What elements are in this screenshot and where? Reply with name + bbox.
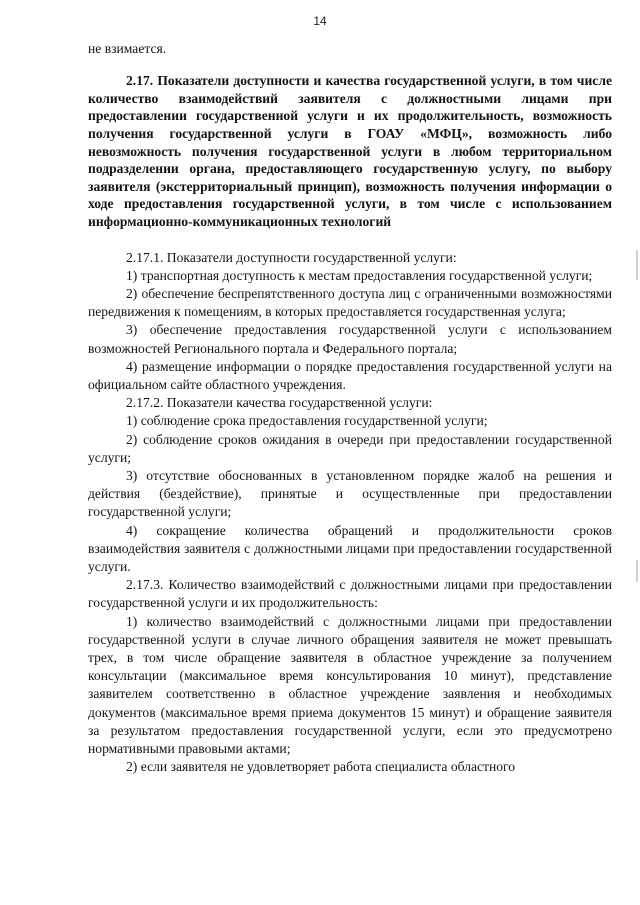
paragraph-transport-access: 1) транспортная доступность к местам предоставления государственной услуги; [126,267,593,283]
paragraph-portal-usage: 3) обеспечение предоставления государственной услуги с использованием возможностей Регионального портала и Федерального портала; [88,322,612,356]
paragraph-queue-time: 2) соблюдение сроков ожидания в очереди при предоставлении государственной услуги; [88,431,612,465]
section-heading: 2.17. Показатели доступности и качества государственной услуги, в том числе количество взаимодействий заявителя с должностными лицами при предоставлении государственной услуги и их продолжительность, возможность получения государственной услуги в ГОАУ «МФЦ», возможность либо невозможность получения государственной услуги в любом территориальном подразделении органа, предоставляющего государственную услугу, по выбору заявителя (экстерриториальный принцип), возможность получения информации о ходе предоставления государственной услуги, в том числе с использованием информационно-коммуникационных технологий [88,73,612,229]
scan-edge-mark [636,560,638,582]
paragraph-info-placement: 4) размещение информации о порядке предоставления государственной услуги на официальном сайте областного учреждения. [88,358,612,392]
document-body [88,40,612,776]
lead-text: не взимается. [88,41,167,56]
paragraph-no-complaints: 3) отсутствие обоснованных в установленном порядке жалоб на решения и действия (бездействие), принятые и осуществленные при предоставлении государственной услуги; [88,467,612,520]
paragraph-unimpeded-access: 2) обеспечение беспрепятственного доступа лиц с ограниченными возможностями передвижения к помещениям, в которых предоставляется государственная услуга; [88,285,612,320]
paragraph-interaction-count: 1) количество взаимодействий с должностными лицами при предоставлении государственной услуги в случае личного обращения заявителя не может превышать трех, в том числе обращение заявителя в областное учреждение за получением консультации (максимальное время консультирования 10 минут), представление заявителем соответственно в областное учреждение заявления и необходимых документов (максимальное время приема документов 15 минут) и обращение заявителя за результатом предоставления государственной услуги, если это предусмотрено нормативными правовыми актами; [88,613,612,757]
paragraph-dissatisfied-applicant: 2) если заявителя не удовлетворяет работа специалиста областного [126,759,516,775]
scan-edge-mark [636,250,638,280]
paragraph-deadline-compliance: 1) соблюдение срока предоставления государственной услуги; [126,413,488,429]
page-number: 14 [313,14,327,28]
subsection-2-17-3-title: 2.17.3. Количество взаимодействий с должностными лицами при предоставлении государственной услуги и их продолжительность: [88,577,612,611]
paragraph-reduce-requests: 4) сокращение количества обращений и продолжительности сроков взаимодействия заявителя с должностными лицами при предоставлении государственной услуги. [88,522,612,574]
subsection-2-17-1-title: 2.17.1. Показатели доступности государственной услуги: [126,249,457,265]
subsection-2-17-2-title: 2.17.2. Показатели качества государственной услуги: [126,395,433,411]
